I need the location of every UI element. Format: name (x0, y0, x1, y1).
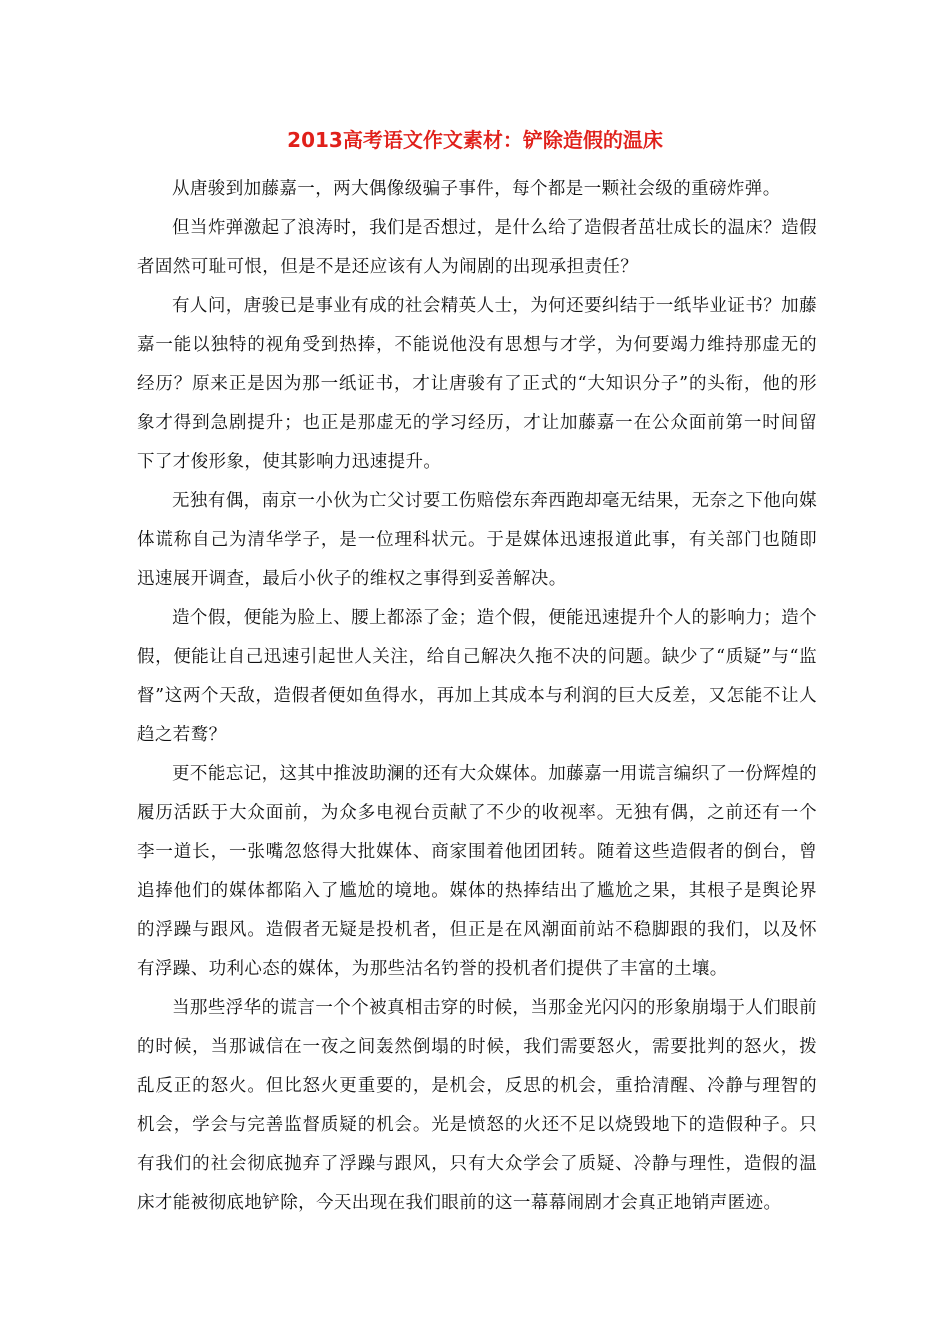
paragraph: 从唐骏到加藤嘉一，两大偶像级骗子事件，每个都是一颗社会级的重磅炸弹。 (172, 179, 781, 199)
paragraph: 有人问，唐骏已是事业有成的社会精英人士，为何还要纠结于一纸毕业证书？加藤嘉一能以独特的视角受到热捧，不能说他没有思想与才学，为何要竭力维持那虚无的经历？原来正是因为那一纸证书，才让唐骏有了正式的“大知识分子”的头衔，他的形象才得到急剧提升；也正是那虚无的学习经历，才让加藤嘉一在公众面前第一时间留下了才俊形象，使其影响力迅速提升。 (137, 296, 817, 472)
document-title: 2013高考语文作文素材：铲除造假的温床 (287, 128, 663, 152)
paragraph: 更不能忘记，这其中推波助澜的还有大众媒体。加藤嘉一用谎言编织了一份辉煌的履历活跃于大众面前，为众多电视台贡献了不少的收视率。无独有偶，之前还有一个李一道长，一张嘴忽悠得大批媒体、商家围着他团团转。随着这些造假者的倒台，曾追捧他们的媒体都陷入了尴尬的境地。媒体的热捧结出了尴尬之果，其根子是舆论界的浮躁与跟风。造假者无疑是投机者，但正是在风潮面前站不稳脚跟的我们，以及怀有浮躁、功利心态的媒体，为那些沽名钓誉的投机者们提供了丰富的土壤。 (137, 764, 817, 979)
paragraph: 但当炸弹激起了浪涛时，我们是否想过，是什么给了造假者茁壮成长的温床？造假者固然可耻可恨，但是不是还应该有人为闹剧的出现承担责任？ (137, 218, 817, 277)
paragraph: 造个假，便能为脸上、腰上都添了金；造个假，便能迅速提升个人的影响力；造个假，便能让自己迅速引起世人关注，给自己解决久拖不决的问题。缺少了“质疑”与“监督”这两个天敌，造假者便如鱼得水，再加上其成本与利润的巨大反差，又怎能不让人趋之若鹜？ (137, 608, 817, 745)
paragraph: 当那些浮华的谎言一个个被真相击穿的时候，当那金光闪闪的形象崩塌于人们眼前的时候，当那诚信在一夜之间轰然倒塌的时候，我们需要怒火，需要批判的怒火，拨乱反正的怒火。但比怒火更重要的，是机会，反思的机会，重拾清醒、冷静与理智的机会，学会与完善监督质疑的机会。光是愤怒的火还不足以烧毁地下的造假种子。只有我们的社会彻底抛弃了浮躁与跟风，只有大众学会了质疑、冷静与理性，造假的温床才能被彻底地铲除，今天出现在我们眼前的这一幕幕闹剧才会真正地销声匿迹。 (137, 998, 817, 1213)
document-body (137, 170, 817, 1223)
paragraph: 无独有偶，南京一小伙为亡父讨要工伤赔偿东奔西跑却毫无结果，无奈之下他向媒体谎称自己为清华学子，是一位理科状元。于是媒体迅速报道此事，有关部门也随即迅速展开调查，最后小伙子的维权之事得到妥善解决。 (137, 491, 817, 589)
